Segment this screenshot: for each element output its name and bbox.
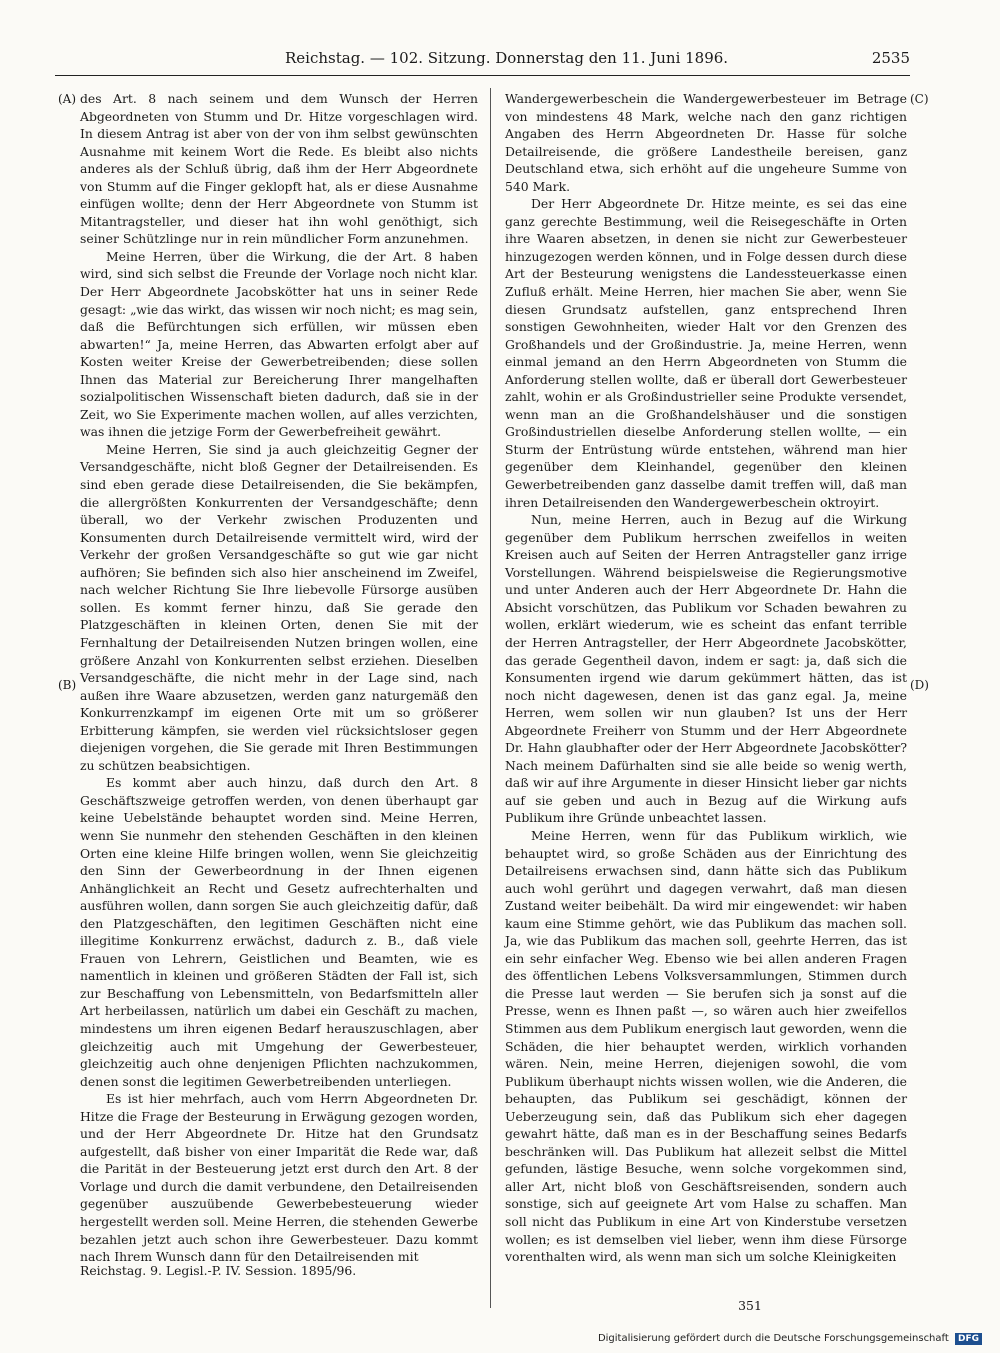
- paragraph: Es ist hier mehrfach, auch vom Herrn Abgeordneten Dr. Hitze die Frage der Besteurung in Erwägung gezogen worden, und der Herr Abgeordnete Dr. Hitze hat den Grundsatz aufgestellt, daß bisher von einer Imparität die Rede war, daß die Parität in der Besteuerung jetzt erst durch den Art. 8 der Vorlage und durch die damit verbundene, den Detailreisenden gegenüber auszuübende Gewerbebesteuerung wieder hergestellt werden soll. Meine Herren, die stehenden Gewerbe bezahlen jetzt auch schon ihre Gewerbesteuer. Dazu kommt nach Ihrem Wunsch dann für den Detailreisenden mit: [80, 1091, 478, 1265]
- margin-marker-b: (B): [58, 678, 77, 692]
- margin-marker-d: (D): [910, 678, 929, 692]
- column-divider: [490, 88, 491, 1308]
- dfg-logo: DFG: [955, 1333, 982, 1345]
- header-rule: [55, 75, 910, 76]
- credit-text: Digitalisierung gefördert durch die Deutsche Forschungsgemeinschaft: [597, 1333, 949, 1344]
- paragraph: Meine Herren, über die Wirkung, die der Art. 8 haben wird, sind sich selbst die Freunde der Vorlage noch nicht klar. Der Herr Abgeordnete Jacobskötter hat uns in seiner Rede gesagt: „wie das wirkt, das wissen wir noch nicht; es mag sein, daß die Befürchtungen sich erfüllen, wir müssen eben abwarten!“ Ja, meine Herren, das Abwarten erfolgt aber auf Kosten weiter Kreise der Gewerbetreibenden; diese sollen Ihnen das Material zur Bereicherung Ihrer mangelhaften sozialpolitischen Wissenschaft bieten dadurch, daß sie in der Zeit, wo Sie Experimente machen wollen, auf alles verzichten, was ihnen die jetzige Form der Gewerbefreiheit gewährt.: [80, 248, 478, 440]
- paragraph: Meine Herren, wenn für das Publikum wirklich, wie behauptet wird, so große Schäden aus der Einrichtung des Detailreisens erwachsen sind, dann hätte sich das Publikum auch wohl gerührt und dagegen verwahrt, daß man diesen Zustand weiter beibehält. Da wird mir eingewendet: wir haben kaum eine Stimme gehört, wie das Publikum das machen soll. Ja, wie das Publikum das machen soll, geehrte Herren, das ist ein sehr einfacher Weg. Ebenso wie bei allen anderen Fragen des öffentlichen Lebens Volksversammlungen, Stimmen durch die Presse laut werden — Sie berufen sich ja sonst auf die Presse, wenn es Ihnen paßt —, so wären auch hier zweifellos Stimmen aus dem Publikum energisch laut geworden, wenn die Schäden, die hier behauptet werden, wirklich vorhanden wären. Nein, meine Herren, diejenigen sowohl, die vom Publikum überhaupt nichts wissen wollen, wie die Anderen, die behaupten, das Publikum sei geschädigt, können der Ueberzeugung sein, daß das Publikum sich eher dagegen gewahrt hätte, daß man es in der Beschaffung seines Bedarfs beschränken will. Das Publikum hat allezeit selbst die Mittel gefunden, lästige Besuche, wenn solche vorgekommen sind, aller Art, nicht bloß von Geschäftsreisenden, sondern auch sonstige, sich auf geeignete Art vom Halse zu schaffen. Man soll nicht das Publikum in eine Art von Kinderstube versetzen wollen; es ist demselben viel lieber, wenn ihm diese Fürsorge vorenthalten wird, als wenn man sich um solche Kleinigkeiten: [505, 827, 907, 1265]
- left-column: [80, 90, 478, 1266]
- footer-sheet-number: 351: [738, 1298, 762, 1313]
- margin-marker-c: (C): [910, 92, 929, 106]
- paragraph: Es kommt aber auch hinzu, daß durch den Art. 8 Geschäftszweige getroffen werden, von denen überhaupt gar keine Uebelstände behauptet worden sind. Meine Herren, wenn Sie nunmehr den stehenden Geschäften in den kleinen Orten eine kleine Hilfe bringen wollen, wenn Sie gleichzeitig den Sinn der Gewerbeordnung in der Ihnen eigenen Anhänglichkeit an Recht und Gesetz aufrechterhalten und ausführen wollen, dann sorgen Sie auch gleichzeitig dafür, daß den Platzgeschäften, den legitimen Geschäften nicht eine illegitime Konkurrenz erwächst, dadurch z. B., daß viele Frauen von Lehrern, Geistlichen und Beamten, wie es namentlich in kleinen und größeren Städten der Fall ist, sich zur Beschaffung von Lebensmitteln, von Bedarfsmitteln aller Art herbeilassen, natürlich um dabei ein Geschäft zu machen, mindestens um ihren eigenen Bedarf herauszuschlagen, aber gleichzeitig auch mit Umgehung der Gewerbesteuer, gleichzeitig auch ohne denjenigen Pflichten nachzukommen, denen sonst die legitimen Gewerbetreibenden unterliegen.: [80, 775, 478, 1089]
- page-number: 2535: [871, 49, 910, 67]
- running-header: [55, 46, 910, 70]
- digitization-credit: [598, 1333, 982, 1345]
- footer-session: Reichstag. 9. Legisl.-P. IV. Session. 1895/96.: [80, 1263, 357, 1278]
- paragraph: Der Herr Abgeordnete Dr. Hitze meinte, es sei das eine ganz gerechte Bestimmung, weil die Reisegeschäfte in Orten ihre Waaren absetzen, in denen sie nicht zur Gewerbesteuer hinzugezogen werden können, und in Folge dessen durch diese Art der Besteurung wenigstens die Landessteuerkasse einen Zufluß erhält. Meine Herren, hier machen Sie aber, wenn Sie diesen Grundsatz aufstellen, ganz entsprechend Ihren sonstigen Gewohnheiten, wieder Halt vor den Grenzen des Großhandels und der Großindustrie. Ja, meine Herren, wenn einmal jemand an den Herrn Abgeordneten von Stumm die Anforderung stellen wollte, daß er überall dort Gewerbesteuer zahlt, wohin er als Großindustrieller seine Produkte versendet, wenn man an die Großhandelshäuser und die sonstigen Großindustriellen dieselbe Anforderung stellen wollte, — ein Sturm der Entrüstung würde entstehen, während man hier gegenüber dem Kleinhandel, gegenüber den kleinen Gewerbetreibenden ganz dasselbe damit treffen will, daß man ihren Detailreisenden den Wandergewerbeschein oktroyirt.: [505, 196, 907, 510]
- margin-marker-a: (A): [58, 92, 77, 106]
- paragraph: des Art. 8 nach seinem und dem Wunsch der Herren Abgeordneten von Stumm und Dr. Hitze vorgeschlagen wird. In diesem Antrag ist aber von der von ihm selbst gewünschten Ausnahme mit keinem Wort die Rede. Es bleibt also nichts anderes als der Schluß übrig, daß ihm der Herr Abgeordnete von Stumm auf die Finger geklopft hat, als er diese Ausnahme einfügen wollte; denn der Herr Abgeordnete von Stumm ist Mitantragsteller, und dieser hat ihn wohl genöthigt, sich seiner Schützlinge nur in rein mündlicher Form anzunehmen.: [80, 91, 478, 247]
- paragraph: Wandergewerbeschein die Wandergewerbesteuer im Betrage von mindestens 48 Mark, welche nach den ganz richtigen Angaben des Herrn Abgeordneten Dr. Hasse für solche Detailreisende, die größere Landestheile bereisen, ganz Deutschland etwa, sich erhöht auf die ungeheure Summe von 540 Mark.: [505, 91, 907, 194]
- paragraph: Nun, meine Herren, auch in Bezug auf die Wirkung gegenüber dem Publikum herrschen zweifellos in weiten Kreisen auch auf Seiten der Herren Antragsteller ganz irrige Vorstellungen. Während beispielsweise die Regierungsmotive und unter Anderen auch der Herr Abgeordnete Dr. Hahn die Absicht vorschützen, das Publikum vor Schaden bewahren zu wollen, erklärt wiederum, wie es scheint das enfant terrible der Herren Antragsteller, der Herr Abgeordnete Jacobskötter, das gerade Gegentheil davon, indem er sagt: ja, daß sich die Konsumenten irgend wie darum gekümmert hätten, das ist noch nicht dagewesen, denen ist das ganz egal. Ja, meine Herren, wem sollen wir nun glauben? Ist uns der Herr Abgeordnete Freiherr von Stumm und der Herr Abgeordnete Dr. Hahn glaubhafter oder der Herr Abgeordnete Jacobskötter? Nach meinem Dafürhalten sind sie alle beide so wenig werth, daß wir auf ihre Argumente in dieser Hinsicht lieber gar nichts auf sie geben und auch in Bezug auf die Wirkung aufs Publikum ihre Gründe unbeachtet lassen.: [505, 512, 907, 826]
- paragraph: Meine Herren, Sie sind ja auch gleichzeitig Gegner der Versandgeschäfte, nicht bloß Gegner der Detailreisenden. Es sind eben gerade diese Detailreisenden, die Sie bekämpfen, die allergrößten Konkurrenten der Versandgeschäfte; denn überall, wo der Verkehr zwischen Produzenten und Konsumenten durch Detailreisende vermittelt wird, wird der Verkehr der großen Versandgeschäfte so gut wie gar nicht aufhören; Sie befinden sich also hier anscheinend im Zweifel, nach welcher Richtung Sie Ihre liebevolle Fürsorge ausüben sollen. Es kommt ferner hinzu, daß Sie gerade den Platzgeschäften in kleinen Orten, denen Sie mit der Fernhaltung der Detailreisenden Nutzen bringen wollen, eine größere Anzahl von Konkurrenten selbst erziehen. Dieselben Versandgeschäfte, die nicht mehr in der Lage sind, nach außen ihre Waare abzusetzen, werden ganz naturgemäß den Konkurrenzkampf im eigenen Orte mit um so größerer Erbitterung kämpfen, sie werden viel rücksichtsloser gegen diejenigen vorgehen, die Sie gerade mit Ihren Bestimmungen zu schützen beabsichtigen.: [80, 441, 478, 773]
- right-column: [505, 90, 907, 1266]
- header-title: Reichstag. — 102. Sitzung. Donnerstag den 11. Juni 1896.: [285, 49, 729, 67]
